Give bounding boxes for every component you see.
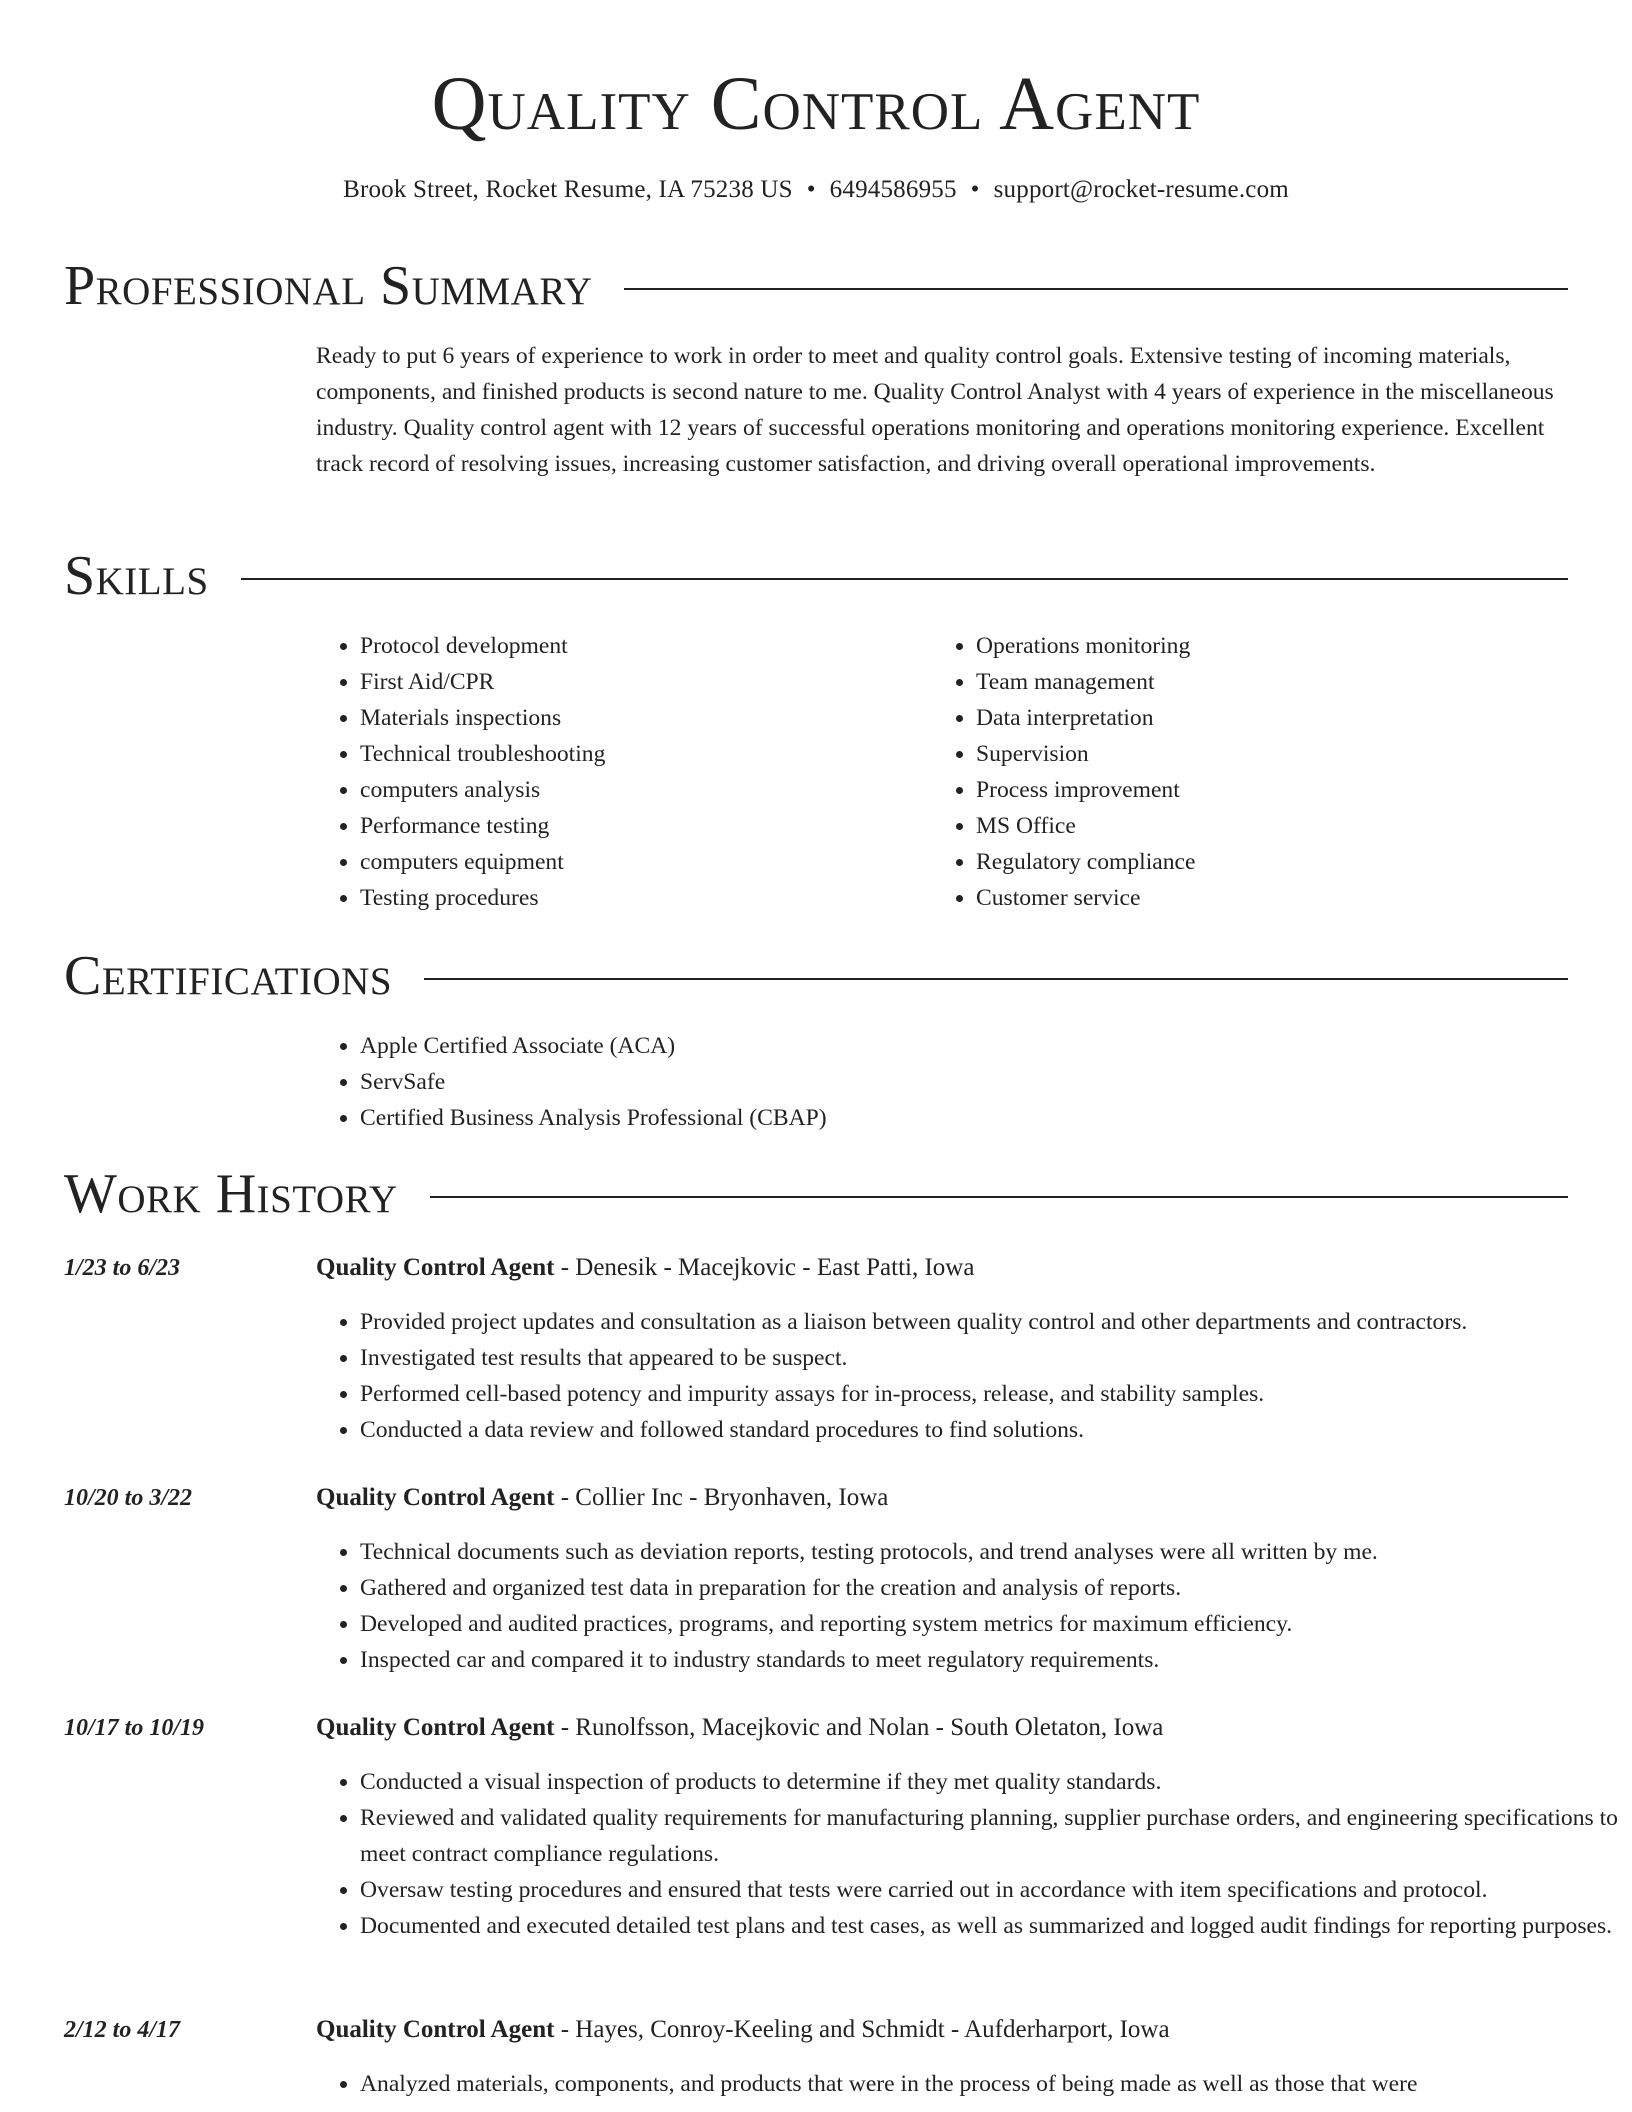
job-dates: 10/20 to 3/22 [64,1485,193,1511]
skill-item: • Performance testing [360,808,605,844]
contact-email: support@rocket-resume.com [993,176,1289,203]
job-duties-list [316,1764,1620,1944]
contact-phone: 6494586955 [829,176,957,203]
job-heading [316,2012,1170,2048]
job-title: Quality Control Agent [316,2016,555,2043]
section-title-summary: Professional Summary [64,255,593,317]
skill-item: • Protocol development [360,628,605,664]
skill-item: • Regulatory compliance [976,844,1195,880]
job-duty: • Oversaw testing procedures and ensured that tests were carried out in accordance with item specifications and protocol. [360,1872,1620,1908]
contact-separator: • [806,176,816,203]
skills-list-left [316,628,605,916]
job-duty: • Gathered and organized test data in preparation for the creation and analysis of reports. [360,1570,1620,1606]
job-employer: - Hayes, Conroy-Keeling and Schmidt - Aufderharport, Iowa [554,2016,1170,2043]
section-header-work-history [64,1162,1568,1226]
contact-separator: • [970,176,980,203]
section-divider [430,1196,1568,1198]
skill-item: • computers equipment [360,844,605,880]
contact-address: Brook Street, Rocket Resume, IA 75238 US [343,176,793,203]
job-heading [316,1710,1163,1746]
skill-item: • Team management [976,664,1195,700]
skill-item: • MS Office [976,808,1195,844]
job-employer: - Denesik - Macejkovic - East Patti, Iowa [554,1254,975,1281]
job-title: Quality Control Agent [316,1484,555,1511]
certification-item: • Apple Certified Associate (ACA) [360,1028,827,1064]
section-title-skills: Skills [64,545,209,607]
job-dates: 1/23 to 6/23 [64,1255,181,1281]
job-duty: • Conducted a visual inspection of products to determine if they met quality standards. [360,1764,1620,1800]
skill-item: • Materials inspections [360,700,605,736]
job-title: Quality Control Agent [316,1714,555,1741]
job-heading [316,1250,974,1286]
job-duty: • Conducted a data review and followed standard procedures to find solutions. [360,1412,1620,1448]
section-divider [424,978,1568,980]
section-header-summary [64,254,1568,318]
section-divider [624,288,1568,290]
certification-item: • Certified Business Analysis Professional (CBAP) [360,1100,827,1136]
job-duties-list [316,1304,1620,1448]
skill-item: • First Aid/CPR [360,664,605,700]
job-duty: • Performed cell-based potency and impurity assays for in-process, release, and stability samples. [360,1376,1620,1412]
skill-item: • Testing procedures [360,880,605,916]
job-dates: 2/12 to 4/17 [64,2017,181,2043]
skill-item: • Technical troubleshooting [360,736,605,772]
job-duty: • Provided project updates and consultation as a liaison between quality control and other departments and contractors. [360,1304,1620,1340]
job-employer: - Runolfsson, Macejkovic and Nolan - South Oletaton, Iowa [554,1714,1164,1741]
job-duty: • Inspected car and compared it to industry standards to meet regulatory requirements. [360,1642,1620,1678]
skill-item: • Operations monitoring [976,628,1195,664]
skill-item: • computers analysis [360,772,605,808]
job-duty: • Reviewed and validated quality requirements for manufacturing planning, supplier purchase orders, and engineering specifications to meet contract compliance regulations. [360,1800,1620,1872]
section-header-certifications [64,944,1568,1008]
job-heading [316,1480,888,1516]
skills-list-right [932,628,1195,916]
job-employer: - Collier Inc - Bryonhaven, Iowa [554,1484,889,1511]
summary-text: Ready to put 6 years of experience to work in order to meet and quality control goals. Extensive testing of incoming materials, components, and finished products is second nature to me. Quality Control Analyst with 4 years of experience in the miscellaneous industry. Quality control agent with 12 years of successful operations monitoring and operations monitoring experience. Excellent track record of resolving issues, increasing customer satisfaction, and driving overall operational improvements. [316,343,1554,477]
job-duty: • Investigated test results that appeared to be suspect. [360,1340,1620,1376]
section-title-work-history: Work History [64,1163,398,1225]
skill-item: • Supervision [976,736,1195,772]
job-duties-list [316,2066,1620,2102]
skill-item: • Process improvement [976,772,1195,808]
certifications-list [316,1028,827,1136]
job-duty: • Developed and audited practices, programs, and reporting system metrics for maximum efficiency. [360,1606,1620,1642]
section-divider [241,578,1568,580]
certification-item: • ServSafe [360,1064,827,1100]
section-title-certifications: Certifications [64,945,393,1007]
contact-line [0,172,1632,208]
skill-item: • Customer service [976,880,1195,916]
job-duty: • Technical documents such as deviation reports, testing protocols, and trend analyses were all written by me. [360,1534,1620,1570]
job-duties-list [316,1534,1620,1678]
candidate-name: Quality Control Agent [431,62,1201,146]
job-duty: • Analyzed materials, components, and products that were in the process of being made as well as those that were [360,2066,1620,2102]
job-duty: • Documented and executed detailed test plans and test cases, as well as summarized and logged audit findings for reporting purposes. [360,1908,1620,1944]
section-header-skills [64,544,1568,608]
job-title: Quality Control Agent [316,1254,555,1281]
skill-item: • Data interpretation [976,700,1195,736]
job-dates: 10/17 to 10/19 [64,1715,205,1741]
